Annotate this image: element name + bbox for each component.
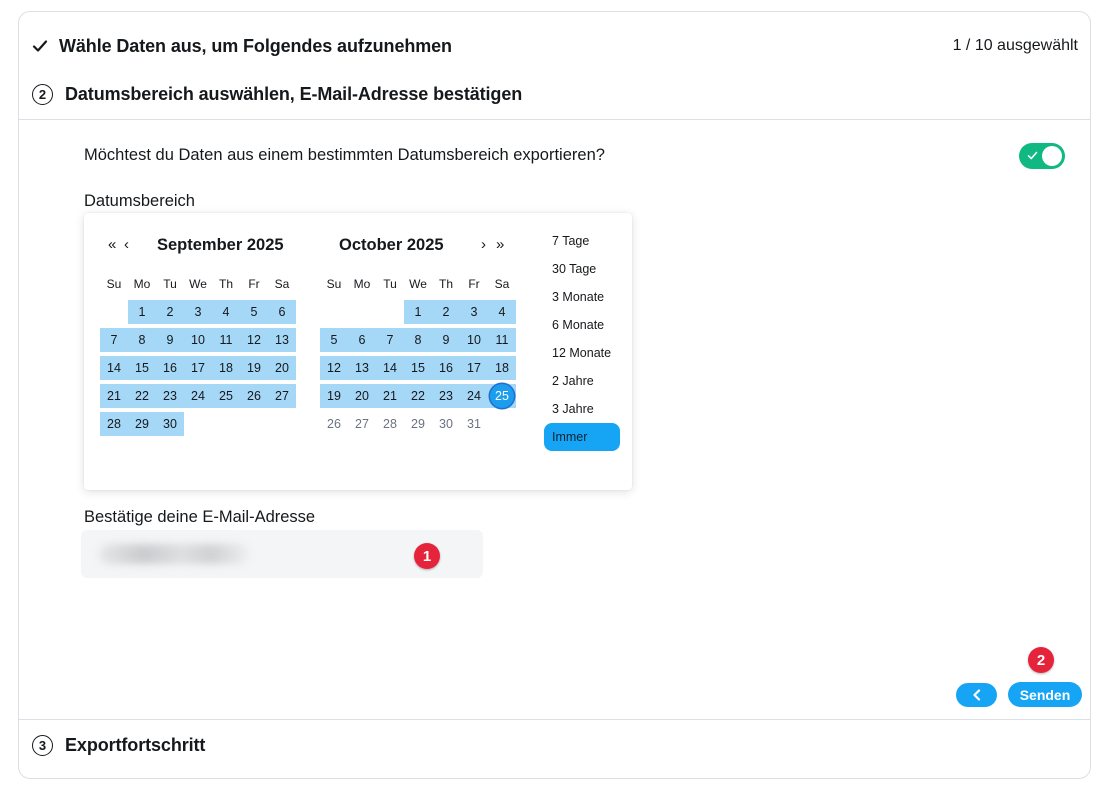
email-value-redacted (99, 544, 249, 564)
calendar-day[interactable]: 12 (240, 328, 268, 352)
weekday-label: Fr (248, 277, 260, 291)
calendar-day[interactable]: 20 (348, 384, 376, 408)
calendar-day[interactable]: 28 (383, 417, 397, 431)
step-2-header[interactable] (19, 82, 1090, 106)
calendar-day[interactable]: 6 (268, 300, 296, 324)
preset-option[interactable]: 6 Monate (552, 318, 605, 332)
calendar-day[interactable]: 3 (460, 300, 488, 324)
calendar-day[interactable]: 29 (411, 417, 425, 431)
calendar-day[interactable]: 13 (348, 356, 376, 380)
calendar-day[interactable]: 3 (184, 300, 212, 324)
calendar-day[interactable]: 19 (320, 384, 348, 408)
preset-list (544, 227, 624, 451)
export-card (18, 11, 1091, 779)
calendar-day[interactable]: 20 (268, 356, 296, 380)
calendar-day[interactable]: 9 (432, 328, 460, 352)
calendar-day[interactable]: 11 (212, 328, 240, 352)
weekday-label: Su (326, 277, 342, 291)
date-range-question: Möchtest du Daten aus einem bestimmten Datumsbereich exportieren? (84, 146, 605, 164)
calendar-day[interactable]: 26 (240, 384, 268, 408)
calendar-day[interactable]: 25 (212, 384, 240, 408)
calendar-day[interactable]: 16 (156, 356, 184, 380)
calendar-week-row (320, 326, 516, 354)
preset-option[interactable]: 12 Monate (552, 346, 612, 360)
calendar-day[interactable]: 22 (128, 384, 156, 408)
calendar-day[interactable]: 11 (488, 328, 516, 352)
calendar-day[interactable]: 8 (404, 328, 432, 352)
right-month-title: October 2025 (339, 236, 444, 254)
divider (19, 719, 1090, 720)
date-range-label: Datumsbereich (84, 192, 195, 210)
next-year-button[interactable]: » (496, 236, 505, 253)
chevron-left-icon (972, 689, 982, 701)
prev-month-button[interactable]: ‹ (124, 236, 129, 253)
selection-counter: 1 / 10 ausgewählt (952, 37, 1078, 54)
next-month-button[interactable]: › (481, 236, 486, 253)
empty-day-cell (212, 412, 240, 436)
weekday-label: Fr (468, 277, 480, 291)
preset-option[interactable]: 3 Jahre (552, 402, 594, 416)
annotation-badge-2: 2 (1028, 647, 1054, 673)
empty-day-cell (376, 300, 404, 324)
calendar-day[interactable]: 5 (240, 300, 268, 324)
calendar-day[interactable]: 2 (432, 300, 460, 324)
weekday-label: Tu (383, 277, 397, 291)
weekday-label: Th (218, 277, 233, 291)
calendar-week-row (100, 298, 296, 326)
step-2-number: 2 (32, 84, 53, 105)
calendar-week-row (100, 354, 296, 382)
weekday-label: Mo (353, 277, 371, 291)
left-month-title: September 2025 (157, 236, 284, 254)
preset-option[interactable]: 30 Tage (552, 262, 597, 276)
step-3-title: Exportfortschritt (65, 734, 206, 755)
calendar-day[interactable]: 17 (460, 356, 488, 380)
calendar-day[interactable]: 21 (376, 384, 404, 408)
send-button[interactable]: Senden (1008, 682, 1082, 707)
empty-day-cell (268, 412, 296, 436)
step-1-header[interactable] (19, 34, 1090, 58)
calendar-day[interactable]: 1 (128, 300, 156, 324)
calendar-day[interactable]: 7 (100, 328, 128, 352)
calendar-day[interactable]: 27 (268, 384, 296, 408)
calendar-day[interactable]: 7 (376, 328, 404, 352)
step-3-number: 3 (32, 735, 53, 756)
preset-option[interactable]: 3 Monate (552, 290, 605, 304)
calendar-day[interactable]: 13 (268, 328, 296, 352)
empty-day-cell (100, 300, 128, 324)
calendar-september (100, 270, 296, 438)
weekday-header (320, 270, 516, 298)
calendar-day[interactable]: 8 (128, 328, 156, 352)
calendar-day[interactable]: 1 (404, 300, 432, 324)
calendar-day[interactable]: 24 (460, 384, 488, 408)
calendar-day[interactable]: 24 (184, 384, 212, 408)
email-label: Bestätige deine E-Mail-Adresse (84, 508, 316, 526)
weekday-label: Th (438, 277, 453, 291)
calendar-day[interactable]: 2 (156, 300, 184, 324)
calendar-day[interactable]: 17 (184, 356, 212, 380)
calendar-october (320, 270, 516, 438)
calendar-day[interactable]: 19 (240, 356, 268, 380)
weekday-label: Su (106, 277, 122, 291)
weekday-label: We (409, 277, 427, 291)
calendar-week-row (320, 298, 516, 326)
calendar-day[interactable]: 15 (404, 356, 432, 380)
prev-year-button[interactable]: « (108, 236, 117, 253)
empty-day-cell (184, 412, 212, 436)
back-button[interactable] (956, 683, 997, 707)
calendar-day[interactable]: 9 (156, 328, 184, 352)
calendar-day[interactable]: 21 (100, 384, 128, 408)
toggle-check-icon (1027, 150, 1038, 161)
calendar-day[interactable]: 30 (439, 417, 453, 431)
calendar-day[interactable]: 16 (432, 356, 460, 380)
calendar-day[interactable]: 18 (212, 356, 240, 380)
calendar-day[interactable]: 4 (212, 300, 240, 324)
calendar-day[interactable]: 12 (320, 356, 348, 380)
calendar-week-row (100, 326, 296, 354)
calendar-day[interactable]: 5 (320, 328, 348, 352)
empty-day-cell (240, 412, 268, 436)
calendar-day[interactable]: 6 (348, 328, 376, 352)
weekday-label: Tu (163, 277, 177, 291)
toggle-knob (1042, 146, 1062, 166)
calendar-day[interactable]: 23 (156, 384, 184, 408)
weekday-label: We (189, 277, 207, 291)
empty-day-cell (488, 412, 516, 436)
calendar-week-row (100, 410, 296, 438)
calendar-day[interactable]: 15 (128, 356, 156, 380)
annotation-badge-1: 1 (414, 543, 440, 569)
calendar-day[interactable]: 14 (376, 356, 404, 380)
calendar-day[interactable]: 29 (128, 412, 156, 436)
step-3-header[interactable] (19, 733, 1090, 757)
divider (19, 119, 1090, 120)
calendar-day[interactable]: 10 (460, 328, 488, 352)
date-range-picker (84, 213, 632, 490)
calendar-day[interactable]: 31 (467, 417, 481, 431)
calendar-day[interactable]: 10 (184, 328, 212, 352)
weekday-label: Sa (494, 277, 510, 291)
calendar-day[interactable]: 28 (100, 412, 128, 436)
weekday-label: Sa (274, 277, 290, 291)
calendar-day[interactable]: 22 (404, 384, 432, 408)
calendar-day[interactable]: 25 (488, 384, 516, 408)
step-1-title: Wähle Daten aus, um Folgendes aufzunehmen (59, 35, 452, 56)
preset-option[interactable]: Immer (544, 423, 620, 451)
preset-option[interactable]: 7 Tage (552, 234, 590, 248)
calendar-day[interactable]: 18 (488, 356, 516, 380)
preset-option[interactable]: 2 Jahre (552, 374, 594, 388)
calendar-week-row (100, 382, 296, 410)
empty-day-cell (320, 300, 348, 324)
calendar-day[interactable]: 4 (488, 300, 516, 324)
calendar-day[interactable]: 27 (355, 417, 369, 431)
calendar-day[interactable]: 30 (156, 412, 184, 436)
date-range-toggle[interactable] (1019, 143, 1065, 169)
empty-day-cell (348, 300, 376, 324)
weekday-label: Mo (133, 277, 151, 291)
calendar-day[interactable]: 26 (327, 417, 341, 431)
step-2-title: Datumsbereich auswählen, E-Mail-Adresse bestätigen (65, 83, 523, 104)
weekday-header (100, 270, 296, 298)
calendar-week-row (320, 382, 516, 410)
calendar-day[interactable]: 23 (432, 384, 460, 408)
checkmark-icon (31, 37, 49, 55)
calendar-week-row (320, 354, 516, 382)
calendar-week-row (320, 410, 516, 438)
calendar-day[interactable]: 14 (100, 356, 128, 380)
